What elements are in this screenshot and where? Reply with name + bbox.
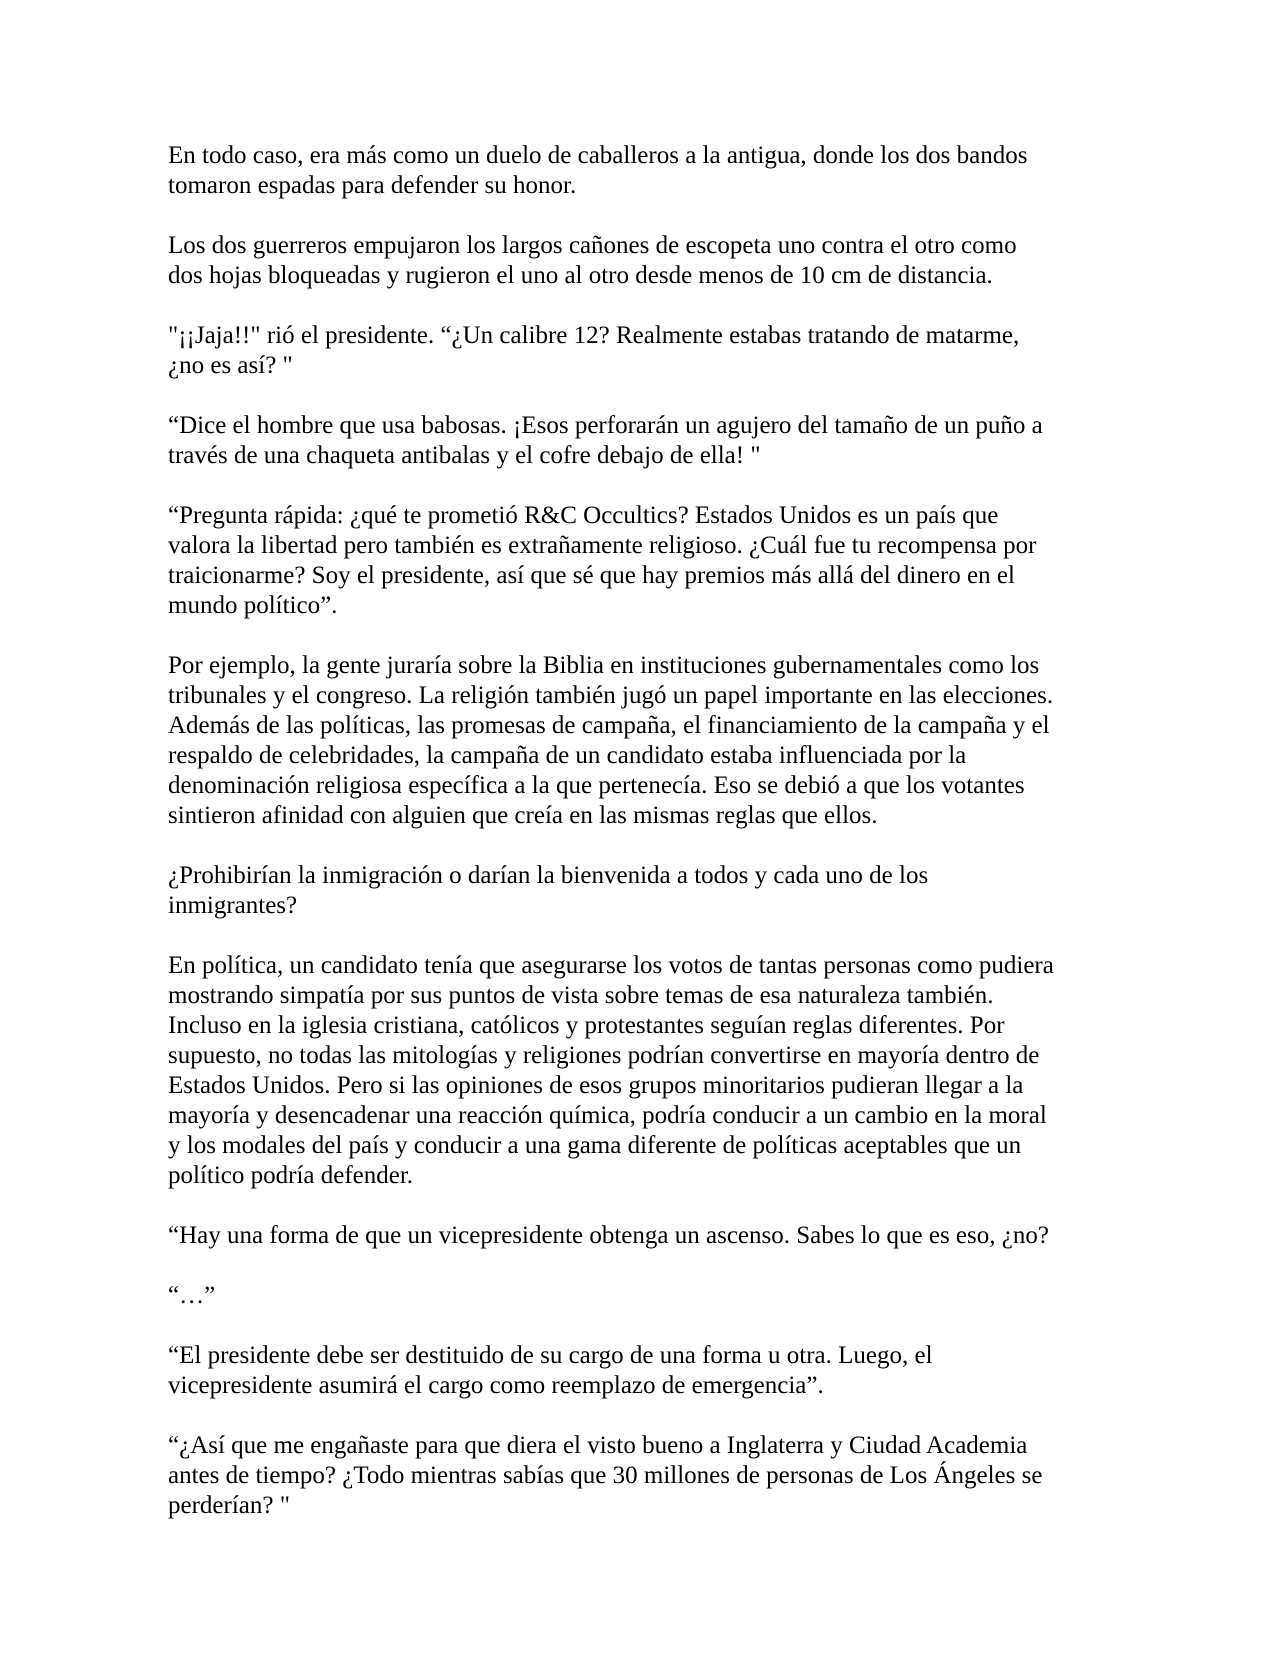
paragraph: “Hay una forma de que un vicepresidente obtenga un ascenso. Sabes lo que es eso, ¿no? — [168, 1222, 1049, 1249]
paragraph: “¿Así que me engañaste para que diera el visto bueno a Inglaterra y Ciudad Academia antes de tiempo? ¿Todo mientras sabías que 30 millones de personas de Los Ángeles se perderían? " — [168, 1432, 1043, 1519]
paragraph: “…” — [168, 1282, 216, 1309]
paragraph: “El presidente debe ser destituido de su cargo de una forma u otra. Luego, el vicepresidente asumirá el cargo como reemplazo de emergencia”. — [168, 1342, 933, 1399]
text-column — [168, 141, 1056, 1521]
paragraph: ¿Prohibirían la inmigración o darían la bienvenida a todos y cada uno de los inmigrantes? — [168, 862, 929, 919]
paragraph: Los dos guerreros empujaron los largos cañones de escopeta uno contra el otro como dos hojas bloqueadas y rugieron el uno al otro desde menos de 10 cm de distancia. — [168, 232, 1017, 289]
paragraph: “Dice el hombre que usa babosas. ¡Esos perforarán un agujero del tamaño de un puño a través de una chaqueta antibalas y el cofre debajo de ella! " — [168, 412, 1043, 469]
paragraph: En política, un candidato tenía que asegurarse los votos de tantas personas como pudiera mostrando simpatía por sus puntos de vista sobre temas de esa naturaleza también. Incluso en la iglesia cristiana, católicos y protestantes seguían reglas diferentes. Por supuesto, no todas las mitologías y religiones podrían convertirse en mayoría dentro de Estados Unidos. Pero si las opiniones de esos grupos minoritarios pudieran llegar a la mayoría y desencadenar una reacción química, podría conducir a un cambio en la moral y los modales del país y conducir a una gama diferente de políticas aceptables que un político podría defender. — [168, 952, 1054, 1189]
paragraph: Por ejemplo, la gente juraría sobre la Biblia en instituciones gubernamentales como los tribunales y el congreso. La religión también jugó un papel importante en las elecciones. Además de las políticas, las promesas de campaña, el financiamiento de la campaña y el respaldo de celebridades, la campaña de un candidato estaba influenciada por la denominación religiosa específica a la que pertenecía. Eso se debió a que los votantes sintieron afinidad con alguien que creía en las mismas reglas que ellos. — [168, 652, 1054, 829]
paragraph: “Pregunta rápida: ¿qué te prometió R&C Occultics? Estados Unidos es un país que valora la libertad pero también es extrañamente religioso. ¿Cuál fue tu recompensa por traicionarme? Soy el presidente, así que sé que hay premios más allá del dinero en el mundo político”. — [168, 502, 1037, 619]
paragraph: En todo caso, era más como un duelo de caballeros a la antigua, donde los dos bandos tomaron espadas para defender su honor. — [168, 142, 1028, 199]
paragraph: "¡¡Jaja!!" rió el presidente. “¿Un calibre 12? Realmente estabas tratando de matarme, ¿no es así? " — [168, 322, 1020, 379]
